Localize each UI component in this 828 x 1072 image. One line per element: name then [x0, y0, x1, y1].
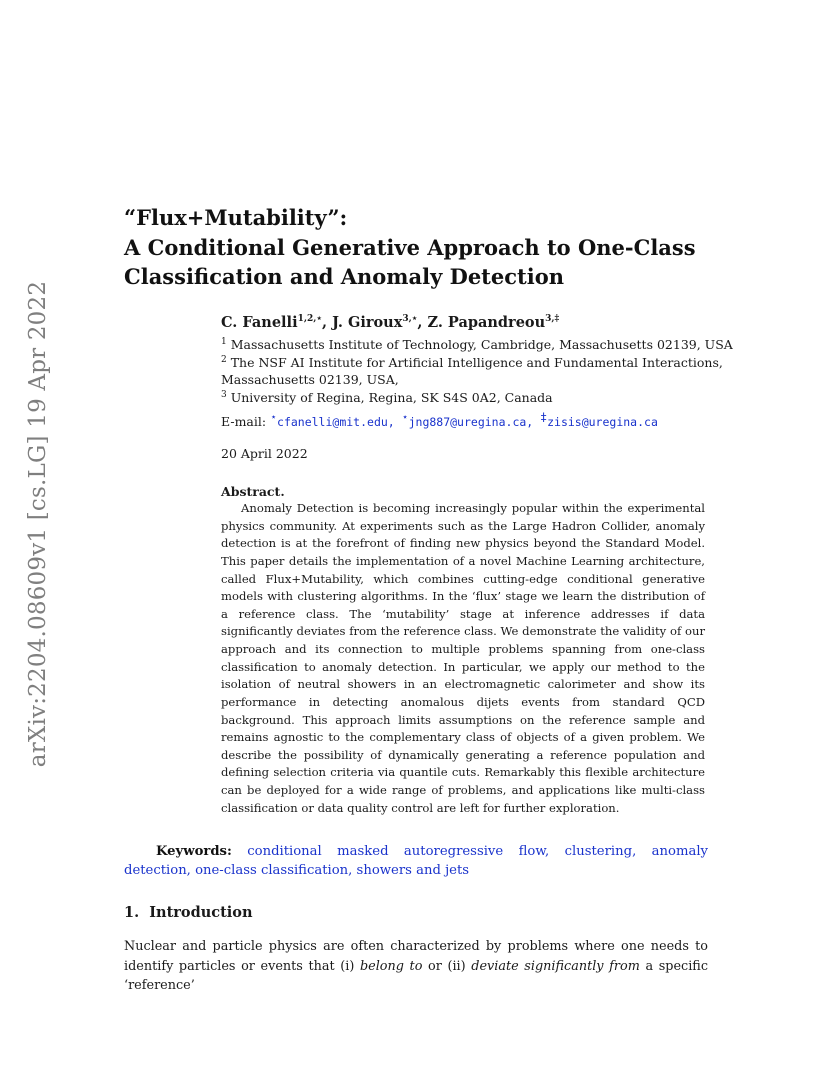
section-heading	[124, 904, 253, 921]
arxiv-side-stamp	[8, 280, 68, 768]
title-line-2: A Conditional Generative Approach to One-Class	[124, 234, 696, 260]
title-line-3: Classification and Anomaly Detection	[124, 264, 564, 289]
author-name: C. Fanelli	[221, 314, 298, 331]
keywords-label: Keywords:	[156, 844, 232, 859]
paper-title	[124, 203, 764, 292]
affiliations	[221, 336, 733, 406]
keywords-links[interactable]: conditional masked autoregressive flow, clustering, anomaly detection, one-class classification, showers and jets	[124, 844, 708, 878]
section-title: Introduction	[149, 904, 253, 921]
affiliation-line: Massachusetts 02139, USA,	[221, 372, 399, 387]
author-affiliation-marks: 3,⋆	[402, 314, 418, 325]
email-link[interactable]: jng887@uregina.ca	[408, 415, 527, 429]
email-line: E-mail: ⋆cfanelli@mit.edu, ⋆jng887@uregina.ca, ‡zisis@uregina.ca	[221, 409, 658, 429]
intro-paragraph: Nuclear and particle physics are often characterized by problems where one needs to identify particles or events that (i) belong to or (ii) deviate significantly from a specific ‘reference’	[124, 939, 708, 993]
affiliation-line: $^1$ Massachusetts Institute of Technology, Cambridge, Massachusetts 02139, USA	[221, 336, 733, 352]
author-list: C. Fanelli$^{1,2,⋆}$, J. Giroux$^{3,⋆}$, Z. Papandreou$^{3,\ddagger}$	[221, 314, 560, 331]
keywords	[124, 842, 708, 880]
emphasis: deviate significantly from	[471, 958, 640, 974]
email-link[interactable]: cfanelli@mit.edu	[277, 415, 388, 429]
affiliation-line: $^3$ University of Regina, Regina, SK S4S 0A2, Canada	[221, 389, 553, 405]
emphasis: belong to	[359, 958, 423, 974]
section-number: 1.	[124, 904, 140, 921]
author-affiliation-marks: 1,2,⋆	[297, 314, 323, 325]
title-line-1: “Flux+Mutability”:	[124, 205, 348, 230]
author-name: J. Giroux	[332, 314, 403, 331]
arxiv-identifier: arXiv:2204.08609v1 [cs.LG] 19 Apr 2022	[25, 280, 52, 768]
abstract-text: Anomaly Detection is becoming increasingly popular within the experimental physics community. At experiments such as the Large Hadron Collider, anomaly detection is at the forefront of finding new physics beyond the Standard Model. This paper details the implementation of a novel Machine Learning architecture, called Flux+Mutability, which combines cutting-edge conditional generative models with clustering algorithms. In the ‘flux’ stage we learn the distribution of a reference class. The ‘mutability’ stage at inference addresses if data significantly deviates from the reference class. We demonstrate the validity of our approach and its connection to multiple problems spanning from one-class classification to anomaly detection. In particular, we apply our method to the isolation of neutral showers in an electromagnetic calorimeter and show its performance in detecting anomalous dijets events from standard QCD background. This approach limits assumptions on the reference sample and remains agnostic to the complementary class of objects of a given problem. We describe the possibility of dynamically generating a reference population and defining selection criteria via quantile cuts. Remarkably this flexible architecture can be deployed for a wide range of problems, and applications like multi-class classification or data quality control are left for further exploration.	[221, 501, 705, 815]
author-affiliation-marks: 3,‡	[545, 314, 560, 325]
email-link[interactable]: zisis@uregina.ca	[547, 415, 658, 429]
author-name: Z. Papandreou	[427, 314, 546, 331]
email-label: E-mail:	[221, 414, 271, 429]
abstract-heading: Abstract.	[221, 484, 285, 499]
paper-date: 20 April 2022	[221, 446, 308, 461]
affiliation-line: $^2$ The NSF AI Institute for Artificial Intelligence and Fundamental Interactions,	[221, 354, 723, 370]
